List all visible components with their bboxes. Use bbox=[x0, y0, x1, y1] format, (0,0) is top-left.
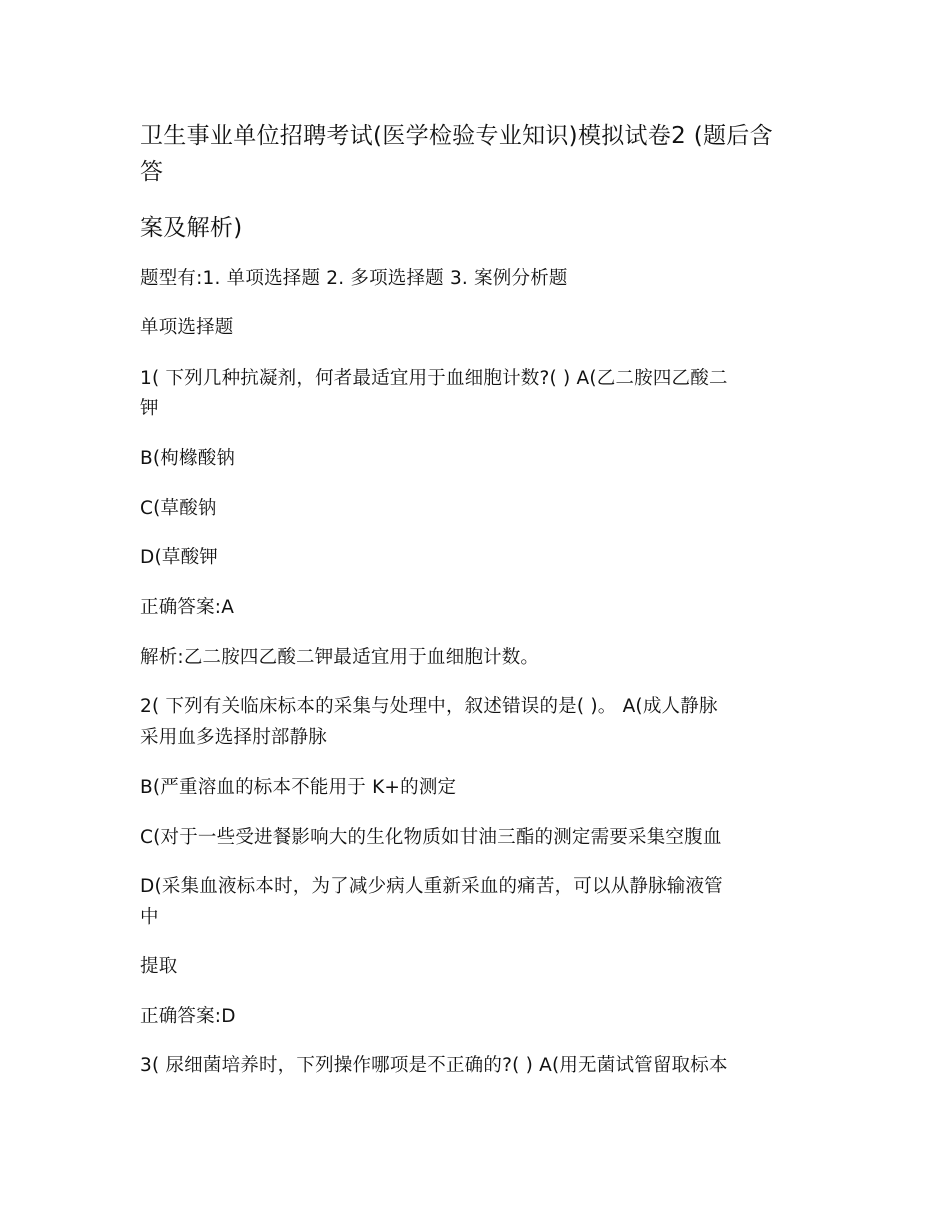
q2-option-d-line-1: D(采集血液标本时，为了减少病人重新采血的痛苦，可以从静脉输液管 bbox=[140, 876, 723, 897]
q3-stem-line-1: 3( 尿细菌培养时，下列操作哪项是不正确的?( ) A(用无菌试管留取标本 bbox=[140, 1055, 728, 1076]
q2-stem-line-2: 采用血多选择肘部静脉 bbox=[140, 727, 328, 748]
section-heading: 单项选择题 bbox=[140, 317, 234, 338]
q2-option-d-line-3: 提取 bbox=[140, 956, 178, 977]
q1-stem-line-2: 钾 bbox=[140, 398, 159, 419]
q1-stem-line-1: 1( 下列几种抗凝剂，何者最适宜用于血细胞计数?( ) A(乙二胺四乙酸二 bbox=[140, 368, 728, 389]
q1-option-c: C(草酸钠 bbox=[140, 498, 217, 519]
q1-option-b: B(枸橼酸钠 bbox=[140, 448, 236, 469]
q2-option-c: C(对于一些受进餐影响大的生化物质如甘油三酯的测定需要采集空腹血 bbox=[140, 827, 722, 848]
q2-stem-line-1: 2( 下列有关临床标本的采集与处理中，叙述错误的是( )。 A(成人静脉 bbox=[140, 696, 718, 717]
q1-answer: 正确答案:A bbox=[140, 597, 235, 618]
question-types: 题型有:1. 单项选择题 2. 多项选择题 3. 案例分析题 bbox=[140, 268, 568, 289]
q2-option-b: B(严重溶血的标本不能用于 K+的测定 bbox=[140, 777, 457, 798]
q2-answer: 正确答案:D bbox=[140, 1006, 236, 1027]
q1-analysis: 解析:乙二胺四乙酸二钾最适宜用于血细胞计数。 bbox=[140, 647, 540, 668]
document-title-line-1: 卫生事业单位招聘考试(医学检验专业知识)模拟试卷2 (题后含 bbox=[140, 123, 773, 149]
q2-option-d-line-2: 中 bbox=[140, 907, 159, 928]
document-title-line-2: 答 bbox=[140, 159, 164, 185]
q1-option-d: D(草酸钾 bbox=[140, 547, 218, 568]
document-title-line-3: 案及解析) bbox=[140, 215, 243, 241]
